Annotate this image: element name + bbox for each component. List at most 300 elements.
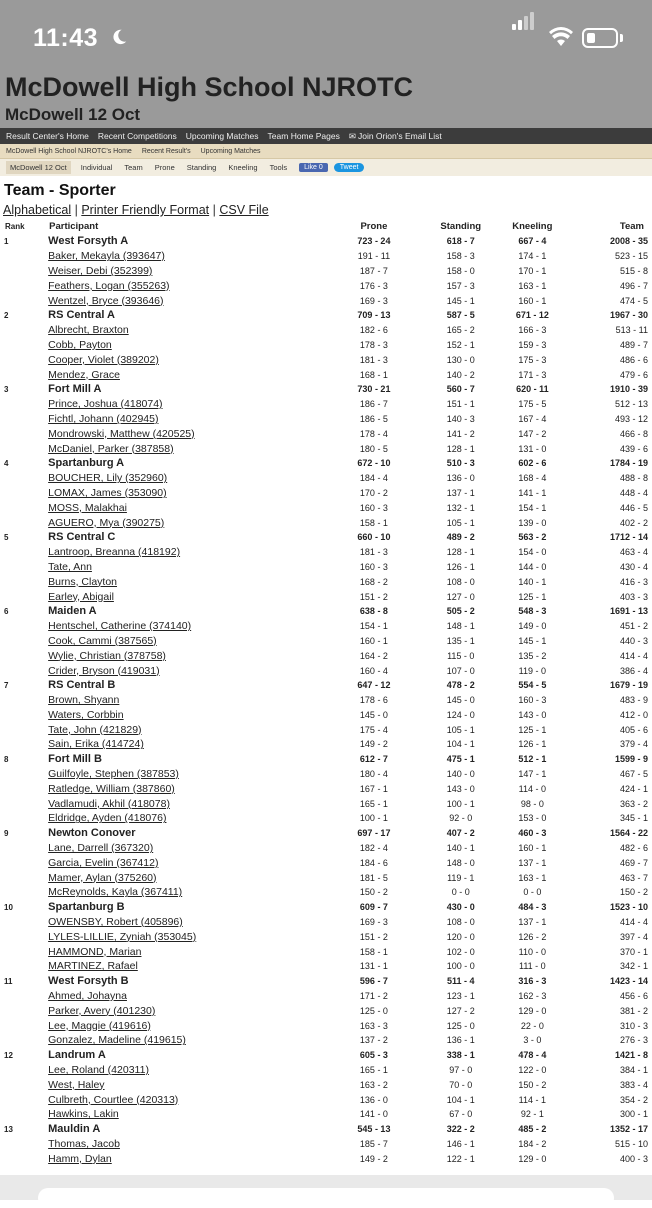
col-participant: Participant xyxy=(49,220,99,232)
team-rank: 7 xyxy=(4,680,9,690)
rank-spacer xyxy=(4,796,48,811)
member-standing: 92 - 0 xyxy=(449,813,473,824)
member-kneeling: 135 - 2 xyxy=(518,650,547,661)
team-prone: 638 - 8 xyxy=(359,606,388,617)
member-prone: 182 - 6 xyxy=(359,325,388,336)
member-name-link[interactable]: Mondrowski, Matthew (420525) xyxy=(48,427,195,440)
team-standing: 560 - 7 xyxy=(446,384,475,395)
member-row xyxy=(4,870,652,885)
rank-spacer xyxy=(4,929,48,944)
address-bar[interactable] xyxy=(38,1188,614,1208)
rank-spacer xyxy=(4,648,48,663)
member-kneeling: 154 - 0 xyxy=(518,547,547,558)
rank-spacer xyxy=(4,264,48,279)
member-kneeling: 163 - 1 xyxy=(518,872,547,883)
status-time: 11:43 xyxy=(33,24,99,52)
tweet-button[interactable]: Tweet xyxy=(334,163,365,172)
member-standing: 108 - 0 xyxy=(446,576,475,587)
member-name-cell xyxy=(48,944,321,959)
table-header xyxy=(4,218,652,234)
member-prone: 169 - 3 xyxy=(359,917,388,928)
team-rank: 3 xyxy=(4,384,9,394)
member-total: 345 - 1 xyxy=(619,813,648,824)
member-standing: 143 - 0 xyxy=(446,783,475,794)
member-kneeling: 160 - 3 xyxy=(518,695,547,706)
member-name-link[interactable]: AGUERO, Mya (390275) xyxy=(48,516,165,529)
member-name-link[interactable]: LYLES-LILLIE, Zyniah (353045) xyxy=(48,930,197,943)
member-kneeling: 175 - 5 xyxy=(518,399,547,410)
member-total: 489 - 7 xyxy=(619,339,648,350)
team-row xyxy=(4,826,652,841)
rank-spacer xyxy=(4,500,48,515)
nav-club-home[interactable]: McDowell High School NJROTC's Home xyxy=(6,147,132,155)
member-name-cell xyxy=(48,870,321,885)
member-name-link[interactable]: Waters, Corbbin xyxy=(48,708,124,721)
rank-spacer xyxy=(4,323,48,338)
member-prone: 178 - 4 xyxy=(359,428,388,439)
member-name-link[interactable]: McReynolds, Kayla (367411) xyxy=(48,886,183,899)
rank-spacer xyxy=(4,767,48,782)
team-name: West Forsyth B xyxy=(48,975,129,988)
member-standing: 124 - 0 xyxy=(446,709,475,720)
member-standing: 100 - 1 xyxy=(446,798,475,809)
member-kneeling: 175 - 3 xyxy=(518,354,547,365)
rank-spacer xyxy=(4,249,48,264)
team-rank: 8 xyxy=(4,754,9,764)
tab-prone[interactable]: Prone xyxy=(154,163,175,172)
member-prone: 160 - 1 xyxy=(359,635,388,646)
member-standing: 120 - 0 xyxy=(446,931,475,942)
member-standing: 132 - 1 xyxy=(446,502,475,513)
member-name-cell xyxy=(48,663,321,678)
link-printer-friendly[interactable]: Printer Friendly Format xyxy=(81,203,210,217)
team-total: 1352 - 17 xyxy=(609,1124,648,1135)
team-total: 1691 - 13 xyxy=(609,606,648,617)
member-standing: 158 - 0 xyxy=(446,265,475,276)
member-name-cell xyxy=(48,293,321,308)
member-prone: 160 - 3 xyxy=(359,561,388,572)
member-name-cell xyxy=(48,1063,321,1078)
member-name-link[interactable]: Ratledge, William (387860) xyxy=(48,782,175,795)
team-total: 1712 - 14 xyxy=(609,532,648,543)
link-csv-file[interactable]: CSV File xyxy=(219,203,269,217)
member-standing: 140 - 0 xyxy=(446,769,475,780)
member-name-cell xyxy=(48,1018,321,1033)
team-row xyxy=(4,382,652,397)
member-total: 512 - 13 xyxy=(614,399,648,410)
member-standing: 125 - 0 xyxy=(446,1020,475,1031)
member-row xyxy=(4,515,652,530)
member-name-link[interactable]: Baker, Mekayla (393647) xyxy=(48,250,165,263)
member-standing: 115 - 0 xyxy=(447,650,475,661)
member-standing: 0 - 0 xyxy=(451,887,470,898)
team-standing: 511 - 4 xyxy=(446,976,475,987)
member-kneeling: 125 - 1 xyxy=(518,591,547,602)
member-name-cell xyxy=(48,693,321,708)
member-row xyxy=(4,855,652,870)
member-name-link[interactable]: HAMMOND, Marian xyxy=(48,945,142,958)
rank-spacer xyxy=(4,885,48,900)
rank-spacer xyxy=(4,1137,48,1152)
member-standing: 104 - 1 xyxy=(446,739,475,750)
member-name-cell xyxy=(48,767,321,782)
member-name-link[interactable]: Garcia, Evelin (367412) xyxy=(48,856,159,869)
member-name-cell xyxy=(48,811,321,826)
member-name-cell xyxy=(48,323,321,338)
member-kneeling: 137 - 1 xyxy=(518,857,547,868)
member-total: 515 - 8 xyxy=(619,265,648,276)
member-prone: 151 - 2 xyxy=(359,591,388,602)
nav-result-center[interactable]: Result Center's Home xyxy=(6,131,89,141)
member-name-link[interactable]: Hamm, Dylan xyxy=(48,1152,112,1165)
member-name-cell xyxy=(48,367,321,382)
match-title: McDowell 12 Oct xyxy=(5,105,141,124)
member-standing: 135 - 1 xyxy=(446,635,475,646)
tab-standing[interactable]: Standing xyxy=(186,163,217,172)
team-standing: 489 - 2 xyxy=(446,532,475,543)
member-row xyxy=(4,500,652,515)
member-name-link[interactable]: Wentzel, Bryce (393646) xyxy=(48,294,164,307)
team-standing: 407 - 2 xyxy=(446,828,475,839)
member-standing: 67 - 0 xyxy=(449,1109,473,1120)
member-row xyxy=(4,545,652,560)
member-prone: 154 - 1 xyxy=(359,621,388,632)
member-standing: 141 - 2 xyxy=(446,428,475,439)
member-standing: 136 - 0 xyxy=(446,473,475,484)
rank-spacer xyxy=(4,722,48,737)
member-prone: 184 - 4 xyxy=(359,473,388,484)
member-name-cell xyxy=(48,486,321,501)
rank-spacer xyxy=(4,574,48,589)
member-prone: 181 - 5 xyxy=(359,872,388,883)
team-rank: 11 xyxy=(4,976,13,986)
member-total: 515 - 10 xyxy=(614,1139,648,1149)
team-rank: 2 xyxy=(4,310,9,320)
member-name-link[interactable]: Hawkins, Lakin xyxy=(48,1108,119,1121)
team-row xyxy=(4,678,652,693)
member-name-cell xyxy=(48,545,321,560)
member-total: 469 - 7 xyxy=(619,857,648,868)
member-standing: 70 - 0 xyxy=(449,1079,473,1090)
team-name: Spartanburg A xyxy=(48,457,125,470)
member-standing: 105 - 1 xyxy=(446,724,475,735)
member-row xyxy=(4,915,652,930)
member-name-link[interactable]: Lantroop, Breanna (418192) xyxy=(48,546,181,559)
team-name: RS Central A xyxy=(48,309,115,322)
rank-spacer xyxy=(4,841,48,856)
rank-spacer xyxy=(4,441,48,456)
member-total: 446 - 5 xyxy=(619,502,648,513)
team-row xyxy=(4,234,652,249)
team-kneeling: 316 - 3 xyxy=(518,976,547,987)
team-standing: 587 - 5 xyxy=(446,310,475,321)
nav-team-home-pages[interactable]: Team Home Pages xyxy=(267,131,340,141)
member-name-link[interactable]: West, Haley xyxy=(48,1078,105,1091)
member-row xyxy=(4,1137,652,1152)
member-name-cell xyxy=(48,1092,321,1107)
member-kneeling: 139 - 0 xyxy=(518,517,547,528)
member-name-link[interactable]: Sain, Erika (414724) xyxy=(48,738,144,751)
member-name-link[interactable]: Tate, Ann xyxy=(48,560,92,573)
team-kneeling: 548 - 3 xyxy=(518,606,547,617)
team-standing: 338 - 1 xyxy=(446,1050,475,1061)
nav-upcoming-matches[interactable]: Upcoming Matches xyxy=(185,131,259,141)
member-prone: 191 - 11 xyxy=(357,251,391,262)
mail-icon: ✉ xyxy=(348,130,356,141)
team-standing: 478 - 2 xyxy=(446,680,475,691)
member-name-link[interactable]: Gonzalez, Madeline (419615) xyxy=(48,1034,186,1047)
member-name-link[interactable]: Guilfoyle, Stephen (387853) xyxy=(48,768,179,781)
member-name-cell xyxy=(48,885,321,900)
member-name-link[interactable]: Cobb, Payton xyxy=(48,338,112,351)
member-name-link[interactable]: Mamer, Aylan (375260) xyxy=(48,871,157,884)
member-name-link[interactable]: Burns, Clayton xyxy=(48,575,118,588)
tab-tools[interactable]: Tools xyxy=(269,163,288,172)
member-name-link[interactable]: Fichtl, Johann (402945) xyxy=(48,412,159,425)
rank-spacer xyxy=(4,293,48,308)
member-standing: 126 - 1 xyxy=(446,561,475,572)
member-name-link[interactable]: Wylie, Christian (378758) xyxy=(48,649,166,662)
member-name-link[interactable]: Mendez, Grace xyxy=(48,368,120,381)
member-standing: 148 - 1 xyxy=(446,621,475,632)
team-total: 1599 - 9 xyxy=(614,754,648,765)
nav-club-upcoming[interactable]: Upcoming Matches xyxy=(200,147,261,155)
col-team: Team xyxy=(619,220,644,232)
member-name-link[interactable]: Vadlamudi, Akhil (418078) xyxy=(48,797,170,810)
team-standing: 505 - 2 xyxy=(446,606,475,617)
member-kneeling: 174 - 1 xyxy=(518,251,547,262)
team-rank: 12 xyxy=(4,1050,13,1060)
member-total: 150 - 2 xyxy=(619,887,648,898)
member-name-link[interactable]: Weiser, Debi (352399) xyxy=(48,264,153,277)
member-standing: 152 - 1 xyxy=(446,339,475,350)
member-row xyxy=(4,1063,652,1078)
team-standing: 618 - 7 xyxy=(446,236,475,247)
member-row xyxy=(4,959,652,974)
facebook-like-button[interactable]: Like 0 xyxy=(299,163,328,172)
rank-spacer xyxy=(4,1151,48,1166)
member-name-link[interactable]: Parker, Avery (401230) xyxy=(48,1004,156,1017)
member-name-link[interactable]: Ahmed, Johayna xyxy=(48,990,127,1003)
member-name-cell xyxy=(48,634,321,649)
member-name-link[interactable]: Lee, Roland (420311) xyxy=(48,1064,149,1077)
member-prone: 178 - 6 xyxy=(359,695,388,706)
member-name-link[interactable]: LOMAX, James (353090) xyxy=(48,486,167,499)
link-alphabetical[interactable]: Alphabetical xyxy=(3,203,72,217)
member-name-cell xyxy=(48,915,321,930)
member-name-link[interactable]: OWENSBY, Robert (405896) xyxy=(48,916,183,929)
member-row xyxy=(4,249,652,264)
member-standing: 105 - 1 xyxy=(446,517,475,528)
member-name-link[interactable]: Lee, Maggie (419616) xyxy=(48,1019,151,1032)
member-name-link[interactable]: Lane, Darrell (367320) xyxy=(48,842,154,855)
member-name-cell xyxy=(48,989,321,1004)
member-total: 414 - 4 xyxy=(619,917,648,928)
team-name: Fort Mill A xyxy=(48,383,102,396)
member-standing: 108 - 0 xyxy=(446,917,475,928)
member-total: 430 - 4 xyxy=(619,561,648,572)
member-kneeling: 171 - 3 xyxy=(518,369,547,380)
team-prone: 609 - 7 xyxy=(359,902,388,913)
member-name-link[interactable]: Cook, Cammi (387565) xyxy=(48,634,157,647)
member-name-cell xyxy=(48,515,321,530)
tab-team[interactable]: Team xyxy=(124,163,143,172)
member-name-link[interactable]: Earley, Abigail xyxy=(48,590,114,603)
member-name-link[interactable]: BOUCHER, Lily (352960) xyxy=(48,472,168,485)
member-name-link[interactable]: Brown, Shyann xyxy=(48,694,120,707)
team-row xyxy=(4,752,652,767)
member-prone: 168 - 2 xyxy=(359,576,388,587)
team-total: 1967 - 30 xyxy=(609,310,648,321)
member-prone: 171 - 2 xyxy=(359,991,388,1002)
member-kneeling: 125 - 1 xyxy=(518,724,547,735)
member-standing: 100 - 0 xyxy=(446,961,475,972)
member-name-cell xyxy=(48,959,321,974)
rank-spacer xyxy=(4,338,48,353)
team-rank: 6 xyxy=(4,606,9,616)
member-prone: 100 - 1 xyxy=(359,813,388,824)
member-name-link[interactable]: MARTINEZ, Rafael xyxy=(48,960,138,973)
member-prone: 176 - 3 xyxy=(359,280,388,291)
primary-nav xyxy=(0,128,652,144)
member-name-link[interactable]: Hentschel, Catherine (374140) xyxy=(48,620,192,633)
member-total: 416 - 3 xyxy=(619,576,648,587)
member-name-cell xyxy=(48,264,321,279)
member-kneeling: 114 - 0 xyxy=(518,783,547,794)
member-name-cell xyxy=(48,1003,321,1018)
team-row xyxy=(4,530,652,545)
member-standing: 165 - 2 xyxy=(446,325,475,336)
member-row xyxy=(4,737,652,752)
member-name-cell xyxy=(48,722,321,737)
member-kneeling: 159 - 3 xyxy=(518,339,547,350)
member-total: 466 - 8 xyxy=(619,428,648,439)
member-name-link[interactable]: Thomas, Jacob xyxy=(48,1138,120,1150)
tab-individual[interactable]: Individual xyxy=(80,163,113,172)
team-kneeling: 460 - 3 xyxy=(518,828,547,839)
col-rank: Rank xyxy=(5,221,25,231)
member-prone: 145 - 0 xyxy=(359,709,388,720)
member-row xyxy=(4,648,652,663)
team-prone: 596 - 7 xyxy=(359,976,388,987)
member-row xyxy=(4,1003,652,1018)
rank-spacer xyxy=(4,663,48,678)
member-total: 405 - 6 xyxy=(619,724,648,735)
member-name-cell xyxy=(48,249,321,264)
col-prone: Prone xyxy=(360,220,388,232)
member-name-cell xyxy=(48,781,321,796)
member-standing: 122 - 1 xyxy=(446,1153,475,1164)
member-total: 386 - 4 xyxy=(619,665,648,676)
member-standing: 136 - 1 xyxy=(446,1035,475,1046)
member-total: 300 - 1 xyxy=(619,1109,648,1120)
col-standing: Standing xyxy=(440,220,482,232)
team-name: Maiden A xyxy=(48,605,97,618)
member-row xyxy=(4,471,652,486)
rank-spacer xyxy=(4,560,48,575)
member-kneeling: 0 - 0 xyxy=(523,887,542,898)
member-kneeling: 160 - 1 xyxy=(518,843,547,854)
match-nav xyxy=(0,159,652,176)
member-name-cell xyxy=(48,1137,321,1152)
member-row xyxy=(4,722,652,737)
club-nav xyxy=(0,144,652,159)
member-kneeling: 143 - 0 xyxy=(518,709,547,720)
member-name-link[interactable]: Crider, Bryson (419031) xyxy=(48,664,160,677)
member-standing: 148 - 0 xyxy=(446,857,475,868)
rank-spacer xyxy=(4,1092,48,1107)
member-name-link[interactable]: MOSS, Malakhai xyxy=(48,501,127,514)
team-kneeling: 512 - 1 xyxy=(518,754,547,765)
member-name-link[interactable]: Albrecht, Braxton xyxy=(48,324,129,337)
member-kneeling: 166 - 3 xyxy=(518,325,547,336)
member-kneeling: 149 - 0 xyxy=(518,621,547,632)
nav-recent-results[interactable]: Recent Result's xyxy=(141,147,191,155)
member-standing: 128 - 1 xyxy=(446,547,475,558)
member-prone: 169 - 3 xyxy=(359,295,388,306)
member-name-link[interactable]: Eldridge, Ayden (418076) xyxy=(48,812,167,825)
member-prone: 185 - 7 xyxy=(359,1139,388,1149)
member-row xyxy=(4,693,652,708)
team-prone: 660 - 10 xyxy=(357,532,391,543)
rank-spacer xyxy=(4,412,48,427)
team-row xyxy=(4,456,652,471)
rank-spacer xyxy=(4,278,48,293)
member-name-link[interactable]: Culbreth, Courtlee (420313) xyxy=(48,1093,179,1106)
member-name-link[interactable]: McDaniel, Parker (387858) xyxy=(48,442,174,455)
member-kneeling: 3 - 0 xyxy=(523,1035,542,1046)
member-row xyxy=(4,1092,652,1107)
team-kneeling: 478 - 4 xyxy=(518,1050,547,1061)
member-name-link[interactable]: Tate, John (421829) xyxy=(48,723,142,736)
member-kneeling: 141 - 1 xyxy=(518,487,547,498)
member-total: 402 - 2 xyxy=(619,517,648,528)
member-row xyxy=(4,574,652,589)
member-row xyxy=(4,352,652,367)
member-prone: 167 - 1 xyxy=(359,783,388,794)
member-kneeling: 114 - 1 xyxy=(518,1094,547,1105)
member-name-link[interactable]: Feathers, Logan (355263) xyxy=(48,279,170,292)
member-standing: 146 - 1 xyxy=(446,1139,475,1149)
team-prone: 709 - 13 xyxy=(357,310,391,321)
nav-email-list[interactable]: ✉ Join Orion's Email List xyxy=(348,130,442,141)
member-row xyxy=(4,441,652,456)
member-name-link[interactable]: Prince, Joshua (418074) xyxy=(48,398,163,411)
rank-spacer xyxy=(4,1003,48,1018)
member-prone: 180 - 4 xyxy=(359,769,388,780)
tab-kneeling[interactable]: Kneeling xyxy=(228,163,258,172)
member-row xyxy=(4,486,652,501)
team-total: 1910 - 39 xyxy=(609,384,648,395)
rank-spacer xyxy=(4,1033,48,1048)
member-name-link[interactable]: Cooper, Violet (389202) xyxy=(48,353,159,366)
tab-match-home[interactable]: McDowell 12 Oct xyxy=(6,161,71,174)
member-name-cell xyxy=(48,574,321,589)
rank-spacer xyxy=(4,1107,48,1122)
member-kneeling: 150 - 2 xyxy=(518,1079,547,1090)
rank-spacer xyxy=(4,471,48,486)
member-prone: 141 - 0 xyxy=(359,1109,388,1120)
member-kneeling: 153 - 0 xyxy=(518,813,547,824)
member-total: 488 - 8 xyxy=(619,473,648,484)
member-standing: 140 - 2 xyxy=(446,369,475,380)
member-standing: 137 - 1 xyxy=(446,487,475,498)
team-total: 1784 - 19 xyxy=(609,458,648,469)
member-kneeling: 122 - 0 xyxy=(518,1065,547,1076)
team-prone: 723 - 24 xyxy=(357,236,391,247)
nav-recent-competitions[interactable]: Recent Competitions xyxy=(97,131,177,141)
member-row xyxy=(4,1033,652,1048)
